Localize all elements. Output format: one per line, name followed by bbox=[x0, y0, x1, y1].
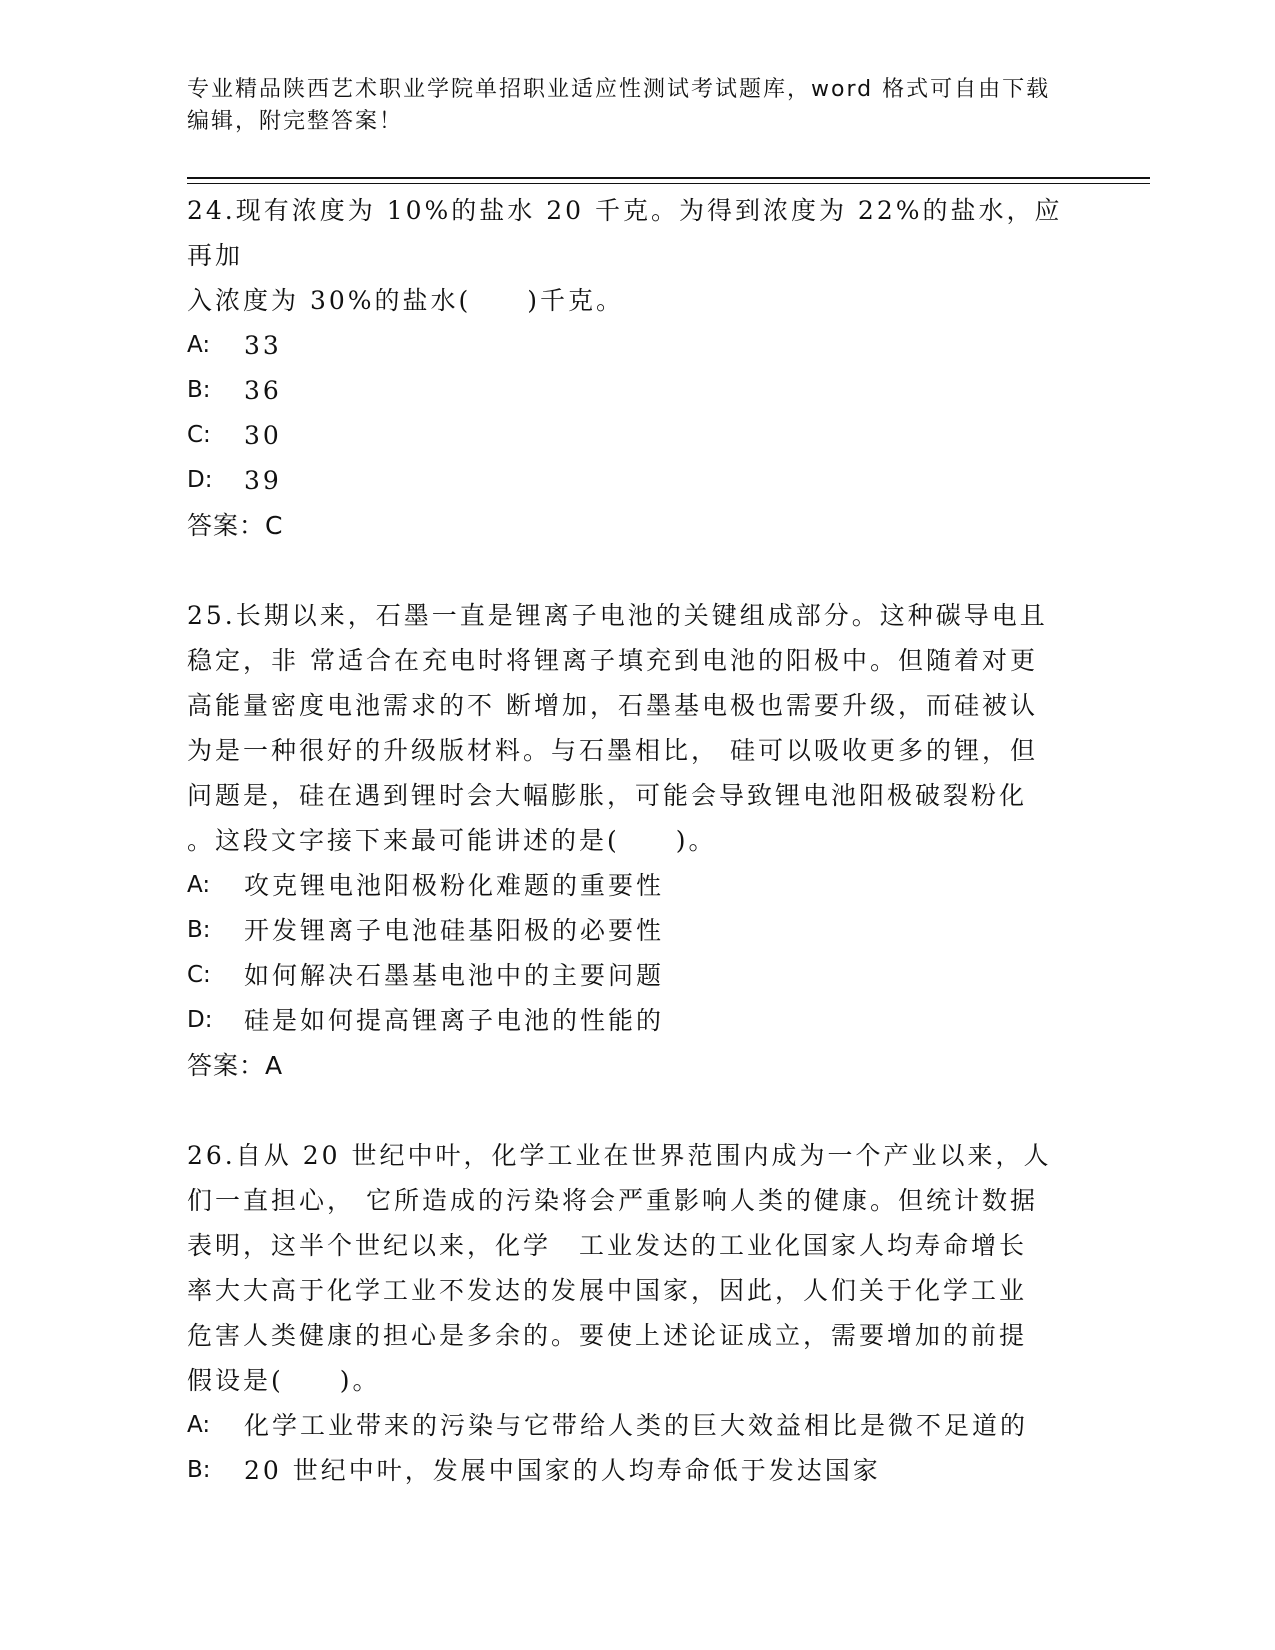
option-c bbox=[187, 953, 1087, 998]
option-b bbox=[187, 1448, 1087, 1493]
question-stem-line: 们一直担心， 它所造成的污染将会严重影响人类的健康。但统计数据 bbox=[187, 1186, 1038, 1215]
option-text: 33 bbox=[244, 331, 282, 360]
option-text: 硅是如何提高锂离子电池的性能的 bbox=[244, 1006, 665, 1035]
option-letter: B: bbox=[187, 1457, 211, 1483]
option-text: 39 bbox=[244, 466, 282, 495]
option-text: 如何解决石墨基电池中的主要问题 bbox=[244, 961, 665, 990]
option-text: 化学工业带来的污染与它带给人类的巨大效益相比是微不足道的 bbox=[244, 1411, 1029, 1440]
option-d bbox=[187, 458, 1087, 503]
option-text: 36 bbox=[244, 376, 282, 405]
document-header bbox=[187, 74, 1067, 138]
option-text: 攻克锂电池阳极粉化难题的重要性 bbox=[244, 871, 665, 900]
option-letter: C: bbox=[187, 422, 211, 448]
header-divider-thin bbox=[187, 183, 1150, 184]
header-line-2: 编辑，附完整答案！ bbox=[187, 109, 404, 134]
option-b bbox=[187, 908, 1087, 953]
question-stem-line: 24.现有浓度为 10%的盐水 20 千克。为得到浓度为 22%的盐水，应再加 bbox=[187, 196, 1063, 270]
option-letter: C: bbox=[187, 962, 211, 988]
option-letter: A: bbox=[187, 332, 211, 358]
question-26 bbox=[187, 1133, 1087, 1493]
option-letter: B: bbox=[187, 377, 211, 403]
question-25 bbox=[187, 593, 1087, 1088]
question-list bbox=[187, 188, 1087, 1493]
option-text: 30 bbox=[244, 421, 282, 450]
option-letter: D: bbox=[187, 1007, 213, 1033]
option-letter: D: bbox=[187, 467, 213, 493]
spacer bbox=[187, 1088, 1087, 1133]
option-letter: A: bbox=[187, 1412, 211, 1438]
question-stem-line: 。这段文字接下来最可能讲述的是( )。 bbox=[187, 826, 717, 855]
option-a bbox=[187, 323, 1087, 368]
question-stem-line: 为是一种很好的升级版材料。与石墨相比， 硅可以吸收更多的锂，但 bbox=[187, 736, 1038, 765]
question-stem-line: 26.自从 20 世纪中叶，化学工业在世界范围内成为一个产业以来，人 bbox=[187, 1141, 1052, 1170]
question-stem-line: 25.长期以来，石墨一直是锂离子电池的关键组成部分。这种碳导电且 bbox=[187, 601, 1048, 630]
question-stem-line: 入浓度为 30%的盐水( )千克。 bbox=[187, 286, 625, 315]
option-b bbox=[187, 368, 1087, 413]
answer-line: 答案：C bbox=[187, 511, 284, 540]
option-a bbox=[187, 1403, 1087, 1448]
option-text: 20 世纪中叶，发展中国家的人均寿命低于发达国家 bbox=[244, 1456, 881, 1485]
option-c bbox=[187, 413, 1087, 458]
question-stem-line: 假设是( )。 bbox=[187, 1366, 381, 1395]
spacer bbox=[187, 548, 1087, 593]
question-stem-line: 表明，这半个世纪以来，化学 工业发达的工业化国家人均寿命增长 bbox=[187, 1231, 1028, 1260]
question-stem-line: 率大大高于化学工业不发达的发展中国家，因此，人们关于化学工业 bbox=[187, 1276, 1028, 1305]
question-24 bbox=[187, 188, 1087, 548]
question-stem-line: 稳定，非 常适合在充电时将锂离子填充到电池的阳极中。但随着对更 bbox=[187, 646, 1038, 675]
question-stem-line: 高能量密度电池需求的不 断增加，石墨基电极也需要升级，而硅被认 bbox=[187, 691, 1038, 720]
question-stem-line: 危害人类健康的担心是多余的。要使上述论证成立，需要增加的前提 bbox=[187, 1321, 1028, 1350]
question-stem-line: 问题是，硅在遇到锂时会大幅膨胀，可能会导致锂电池阳极破裂粉化 bbox=[187, 781, 1028, 810]
header-line-1: 专业精品陕西艺术职业学院单招职业适应性测试考试题库，word 格式可自由下载 bbox=[187, 77, 1051, 102]
header-divider-thick bbox=[187, 177, 1150, 179]
option-letter: A: bbox=[187, 872, 211, 898]
option-text: 开发锂离子电池硅基阳极的必要性 bbox=[244, 916, 665, 945]
answer-line: 答案：A bbox=[187, 1051, 284, 1080]
option-a bbox=[187, 863, 1087, 908]
option-letter: B: bbox=[187, 917, 211, 943]
option-d bbox=[187, 998, 1087, 1043]
